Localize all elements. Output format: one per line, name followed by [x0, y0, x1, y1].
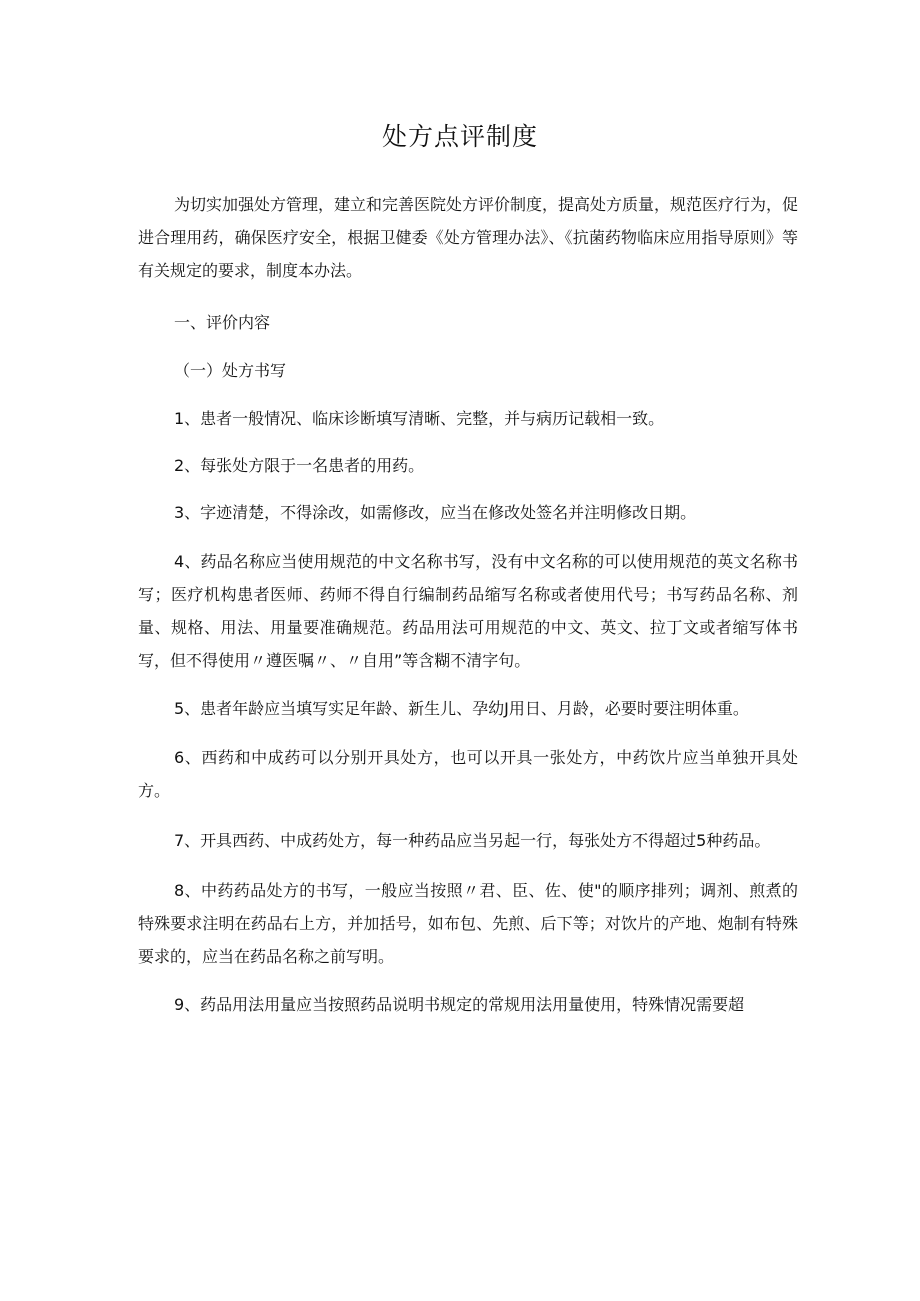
- paragraph-intro: 为切实加强处方管理，建立和完善医院处方评价制度，提高处方质量，规范医疗行为，促进合理用药，确保医疗安全，根据卫健委《处方管理办法》、《抗菌药物临床应用指导原则》等有关规定的要求，制度本办法。: [138, 195, 799, 280]
- document-title: 处方点评制度: [381, 122, 538, 151]
- paragraph-item-2: 2、每张处方限于一名患者的用药。: [174, 456, 425, 475]
- paragraph-item-6: 6、西药和中成药可以分别开具处方，也可以开具一张处方，中药饮片应当单独开具处方。: [138, 748, 798, 800]
- subsection-heading-prescription-writing: （一）处方书写: [174, 361, 287, 380]
- paragraph-item-4: 4、药品名称应当使用规范的中文名称书写，没有中文名称的可以使用规范的英文名称书写；医疗机构患者医师、药师不得自行编制药品缩写名称或者使用代号；书写药品名称、剂量、规格、用法、用量要准确规范。药品用法可用规范的中文、英文、拉丁文或者缩写体书写，但不得使用〃遵医嘱〃、〃自用”等含糊不清字句。: [138, 552, 798, 670]
- section-heading-evaluation: 一、评价内容: [174, 313, 271, 332]
- paragraph-item-7: 7、开具西药、中成药处方，每一种药品应当另起一行，每张处方不得超过5种药品。: [174, 831, 771, 850]
- paragraph-item-9: 9、药品用法用量应当按照药品说明书规定的常规用法用量使用，特殊情况需要超: [174, 995, 745, 1014]
- paragraph-item-8: 8、中药药品处方的书写，一般应当按照〃君、臣、佐、使"的顺序排列；调剂、煎煮的特殊要求注明在药品右上方，并加括号，如布包、先煎、后下等；对饮片的产地、炮制有特殊要求的，应当在药品名称之前写明。: [138, 881, 798, 966]
- paragraph-item-5: 5、患者年龄应当填写实足年龄、新生儿、孕幼J用日、月龄，必要时要注明体重。: [174, 699, 749, 718]
- document-body: [138, 188, 798, 1037]
- paragraph-item-3: 3、字迹清楚，不得涂改，如需修改，应当在修改处签名并注明修改日期。: [174, 503, 697, 522]
- paragraph-item-1: 1、患者一般情况、临床诊断填写清晰、完整，并与病历记载相一致。: [174, 409, 665, 428]
